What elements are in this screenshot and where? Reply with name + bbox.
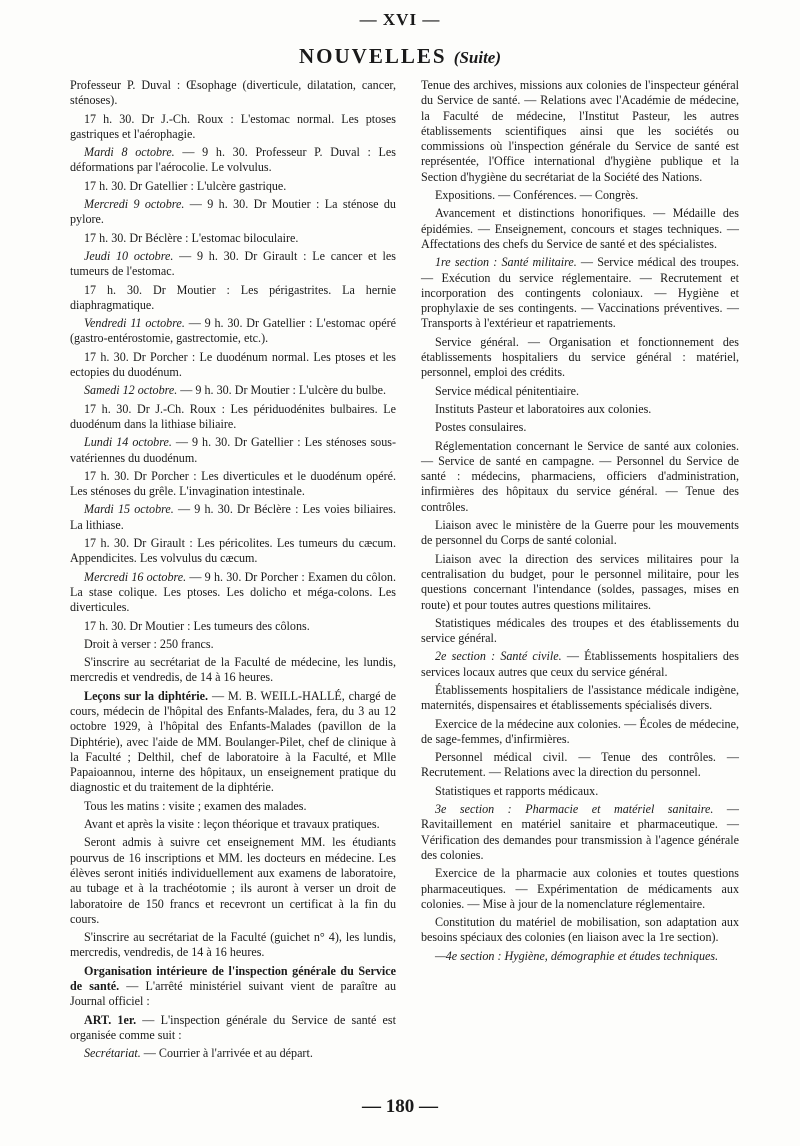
paragraph: [421, 866, 739, 912]
paragraph-lead: 3e section : Pharmacie et matériel sanitaire.: [435, 802, 714, 817]
paragraph: [421, 420, 739, 435]
paragraph: [421, 518, 739, 549]
paragraph-text: S'inscrire au secrétariat de la Faculté de médecine, les lundis, mercredis et vendredis, de 14 à 16 heures.: [70, 655, 396, 685]
paragraph-text: Service général. — Organisation et fonctionnement des établissements hospitaliers du service général : matériel, personnel, emploi des crédits.: [421, 334, 739, 380]
paragraph: [421, 616, 739, 647]
paragraph-lead: Mercredi 9 octobre.: [84, 197, 185, 212]
page-roman-numeral: — XVI —: [359, 10, 441, 29]
paragraph-text: — M. B. WEILL-HALLÉ, chargé de cours, médecin de l'hôpital des Enfants-Malades, fera, du 3 au 12 octobre 1929, à l'hôpital des Enfants-Malades (pavillon de la Diphtérie), avec l'aide de MM. Boulanger-Pilet, chef de clinique à la Faculté ; Delthil, chef de laboratoire à la Faculté, et Mlle Papaioannou, interne des hôpitaux, un enseignement pratique du diagnostic et du traitement de la diphtérie.: [70, 688, 396, 795]
paragraph: [421, 750, 739, 781]
paragraph: [70, 689, 396, 796]
paragraph: [70, 402, 396, 433]
paragraph-text: 17 h. 30. Dr Porcher : Les diverticules et le duodénum opéré. Les sténoses du grêle. L'invagination intestinale.: [70, 468, 396, 499]
paragraph-text: Statistiques et rapports médicaux.: [435, 783, 599, 798]
paragraph-lead: Organisation intérieure de l'inspection générale du Service de santé.: [70, 963, 396, 994]
paragraph: [70, 655, 396, 686]
paragraph: [421, 915, 739, 946]
paragraph-text: 17 h. 30. Dr Moutier : Les tumeurs des côlons.: [84, 618, 310, 633]
paragraph: [70, 570, 396, 616]
paragraph-text: — 9 h. 30. Dr Béclère : Les voies biliaires. La lithiase.: [70, 502, 396, 532]
paragraph: [70, 637, 396, 652]
paragraph-text: — Service médical des troupes. — Exécution du service réglementaire. — Recrutement et incorporation des contingents coloniaux. — Hygiène et prophylaxie de ses contingents. — Vaccinations préventives. — Transports à l'extérieur et rapatriements.: [421, 255, 739, 331]
paragraph: [70, 231, 396, 246]
paragraph: [421, 402, 739, 417]
paragraph: [70, 835, 396, 927]
paragraph: [70, 1046, 396, 1061]
section-title: [0, 44, 800, 69]
paragraph-text: Constitution du matériel de mobilisation, son adaptation aux besoins spéciaux des colonies (en liaison avec la 1re section).: [421, 915, 739, 945]
paragraph-text: Professeur P. Duval : Œsophage (diverticule, dilatation, cancer, sténoses).: [70, 78, 396, 108]
paragraph: [70, 817, 396, 832]
paragraph: [70, 78, 396, 109]
paragraph-text: Établissements hospitaliers de l'assistance médicale indigène, maternités, dispensaires et établissements spécialisés divers.: [421, 682, 739, 713]
paragraph-text: — 9 h. 30. Dr Girault : Le cancer et les tumeurs de l'estomac.: [70, 248, 396, 279]
paragraph-text: Service médical pénitentiaire.: [435, 383, 580, 398]
paragraph-text: — Courrier à l'arrivée et au départ.: [140, 1046, 313, 1061]
paragraph: [421, 384, 739, 399]
paragraph: [70, 435, 396, 466]
paragraph-text: 17 h. 30. Dr Porcher : Le duodénum normal. Les ptoses et les ectopies du duodénum.: [70, 349, 396, 380]
paragraph-text: Exercice de la médecine aux colonies. — Écoles de médecine, de sage-femmes, d'infirmières.: [421, 716, 739, 746]
paragraph-text: 17 h. 30. Dr Moutier : Les périgastrites. La hernie diaphragmatique.: [70, 282, 396, 312]
paragraph-text: — 9 h. 30. Dr Gatellier : L'estomac opéré (gastro-entérostomie, gastrectomie, etc.).: [70, 316, 396, 346]
paragraph: [421, 649, 739, 680]
paragraph: [70, 316, 396, 347]
paragraph-text: 17 h. 30. Dr Béclère : L'estomac biloculaire.: [84, 230, 299, 245]
paragraph: [70, 350, 396, 381]
paragraph: [421, 188, 739, 203]
right-column: [421, 78, 739, 967]
paragraph-text: — 9 h. 30. Professeur P. Duval : Les déformations par l'aérocolie. Le volvulus.: [70, 145, 396, 175]
page-number: — 180 —: [362, 1096, 438, 1117]
paragraph: [421, 78, 739, 185]
paragraph: [70, 197, 396, 228]
paragraph: [421, 255, 739, 331]
paragraph: [70, 283, 396, 314]
paragraph: [70, 930, 396, 961]
paragraph-lead: Vendredi 11 octobre.: [84, 316, 185, 331]
paragraph-lead: Samedi 12 octobre.: [84, 383, 178, 398]
paragraph-text: — L'inspection générale du Service de santé est organisée comme suit :: [70, 1012, 396, 1042]
paragraph: [70, 469, 396, 500]
paragraph: [70, 383, 396, 398]
paragraph-lead: Mardi 8 octobre.: [84, 145, 175, 160]
paragraph-text: Réglementation concernant le Service de santé aux colonies. — Service de santé en campagne. — Personnel du Service de santé : médecins, pharmaciens, officiers d'administration, infirmières des hôpitaux du service général. — Tenue des contrôles.: [421, 438, 739, 514]
paragraph-text: — L'arrêté ministériel suivant vient de paraître au Journal officiel :: [70, 979, 397, 1009]
paragraph: [70, 145, 396, 176]
paragraph: [421, 683, 739, 714]
paragraph-text: — 9 h. 30. Dr Gatellier : Les sténoses sous-vatériennes du duodénum.: [70, 435, 396, 465]
paragraph-text: Liaison avec le ministère de la Guerre pour les mouvements de personnel du Corps de santé colonial.: [421, 518, 739, 548]
paragraph: [70, 536, 396, 567]
paragraph-lead: 1re section : Santé militaire.: [435, 255, 577, 270]
paragraph-lead: Mardi 15 octobre.: [84, 502, 174, 517]
paragraph: [70, 619, 396, 634]
paragraph-text: Avant et après la visite : leçon théorique et travaux pratiques.: [84, 817, 380, 832]
paragraph-text: 17 h. 30. Dr J.-Ch. Roux : L'estomac normal. Les ptoses gastriques et l'aérophagie.: [70, 111, 396, 141]
paragraph-text: S'inscrire au secrétariat de la Faculté (guichet n° 4), les lundis, mercredis, vendredis, de 14 à 16 heures.: [70, 930, 396, 960]
paragraph: [421, 439, 739, 515]
paragraph: [70, 799, 396, 814]
paragraph-text: Tous les matins : visite ; examen des malades.: [84, 798, 307, 813]
paragraph-lead: Leçons sur la diphtérie.: [84, 688, 209, 703]
paragraph-text: — 9 h. 30. Dr Porcher : Examen du côlon. La stase colique. Les ptoses. Les dolicho et méga-colons. Les diverticules.: [70, 569, 396, 615]
paragraph-text: Droit à verser : 250 francs.: [84, 636, 214, 651]
title-text: NOUVELLES: [298, 44, 447, 68]
paragraph-text: Liaison avec la direction des services militaires pour la centralisation du budget, pour le personnel militaire, pour les questions concernant l'intendance (soldes, passages, mises en route) et pour toutes autres questions militaires.: [421, 551, 739, 612]
paragraph: [421, 949, 739, 964]
paragraph-text: 17 h. 30. Dr Girault : Les péricolites. Les tumeurs du cæcum. Appendicites. Les volvulus du cæcum.: [70, 536, 396, 566]
left-column: [70, 78, 396, 1065]
paragraph-text: — 9 h. 30. Dr Moutier : L'ulcère du bulbe.: [177, 383, 387, 398]
paragraph-lead: Secrétariat.: [84, 1046, 141, 1061]
paragraph-text: Instituts Pasteur et laboratoires aux colonies.: [435, 401, 652, 416]
paragraph-lead: Jeudi 10 octobre.: [84, 248, 174, 263]
paragraph-text: Exercice de la pharmacie aux colonies et toutes questions pharmaceutiques. — Expérimentation de médicaments aux colonies. — Mise à jour de la nomenclature réglementaire.: [421, 866, 739, 911]
paragraph-text: Tenue des archives, missions aux colonies de l'inspecteur général du Service de santé. — Relations avec l'Académie de médecine, la Faculté de médecine, l'Institut Pasteur, les autres établissements scientifiques ainsi que les sociétés ou commissions où l'inspection générale du Service de santé est représentée, l'Office international d'hygiène publique et la Section d'hygiène du secrétariat de la Société des Nations.: [421, 78, 739, 184]
paragraph: [421, 717, 739, 748]
paragraph-lead: Mercredi 16 octobre.: [84, 569, 187, 584]
paragraph: [421, 802, 739, 863]
paragraph-text: Seront admis à suivre cet enseignement MM. les étudiants pourvus de 16 inscriptions et MM. les docteurs en médecine. Les élèves seront initiés individuellement aux examens de laboratoire, au tubage et à la trachéotomie ; ils auront à verser un droit de laboratoire de 150 francs et recevront un certificat à la fin du cours.: [70, 835, 396, 926]
paragraph-lead: ART. 1er.: [84, 1012, 137, 1027]
paragraph: [421, 206, 739, 252]
paragraph-text: — Établissements hospitaliers des services locaux autres que ceux du service général.: [421, 649, 739, 679]
paragraph-text: 17 h. 30. Dr Gatellier : L'ulcère gastrique.: [84, 178, 287, 193]
paragraph: [421, 552, 739, 613]
paragraph: [70, 249, 396, 280]
paragraph-lead: 2e section : Santé civile.: [435, 649, 562, 664]
paragraph-text: Avancement et distinctions honorifiques. — Médaille des épidémies. — Enseignement, concours et stages techniques. — Affectations des chefs du Service de santé et des spécialistes.: [421, 206, 739, 251]
paragraph: [70, 964, 396, 1010]
title-suite: (Suite): [453, 48, 502, 67]
paragraph: [70, 502, 396, 533]
paragraph: [70, 179, 396, 194]
paragraph-text: Statistiques médicales des troupes et des établissements du service général.: [421, 615, 739, 646]
paragraph-lead: —4e section : Hygiène, démographie et études techniques.: [435, 948, 719, 963]
paragraph: [70, 1013, 396, 1044]
paragraph: [70, 112, 396, 143]
paragraph: [421, 335, 739, 381]
paragraph-text: Personnel médical civil. — Tenue des contrôles. — Recrutement. — Relations avec la direction du personnel.: [421, 750, 739, 780]
paragraph: [421, 784, 739, 799]
paragraph-text: — 9 h. 30. Dr Moutier : La sténose du pylore.: [70, 197, 396, 227]
paragraph-text: 17 h. 30. Dr J.-Ch. Roux : Les périduodénites bulbaires. Le duodénum dans la lithiase biliaire.: [70, 401, 396, 431]
paragraph-lead: Lundi 14 octobre.: [84, 435, 172, 450]
paragraph-text: Postes consulaires.: [435, 420, 527, 435]
paragraph-text: — Ravitaillement en matériel sanitaire et pharmaceutique. — Vérification des demandes pour transmission à l'agence générale des colonies.: [421, 802, 739, 862]
paragraph-text: Expositions. — Conférences. — Congrès.: [435, 188, 639, 203]
